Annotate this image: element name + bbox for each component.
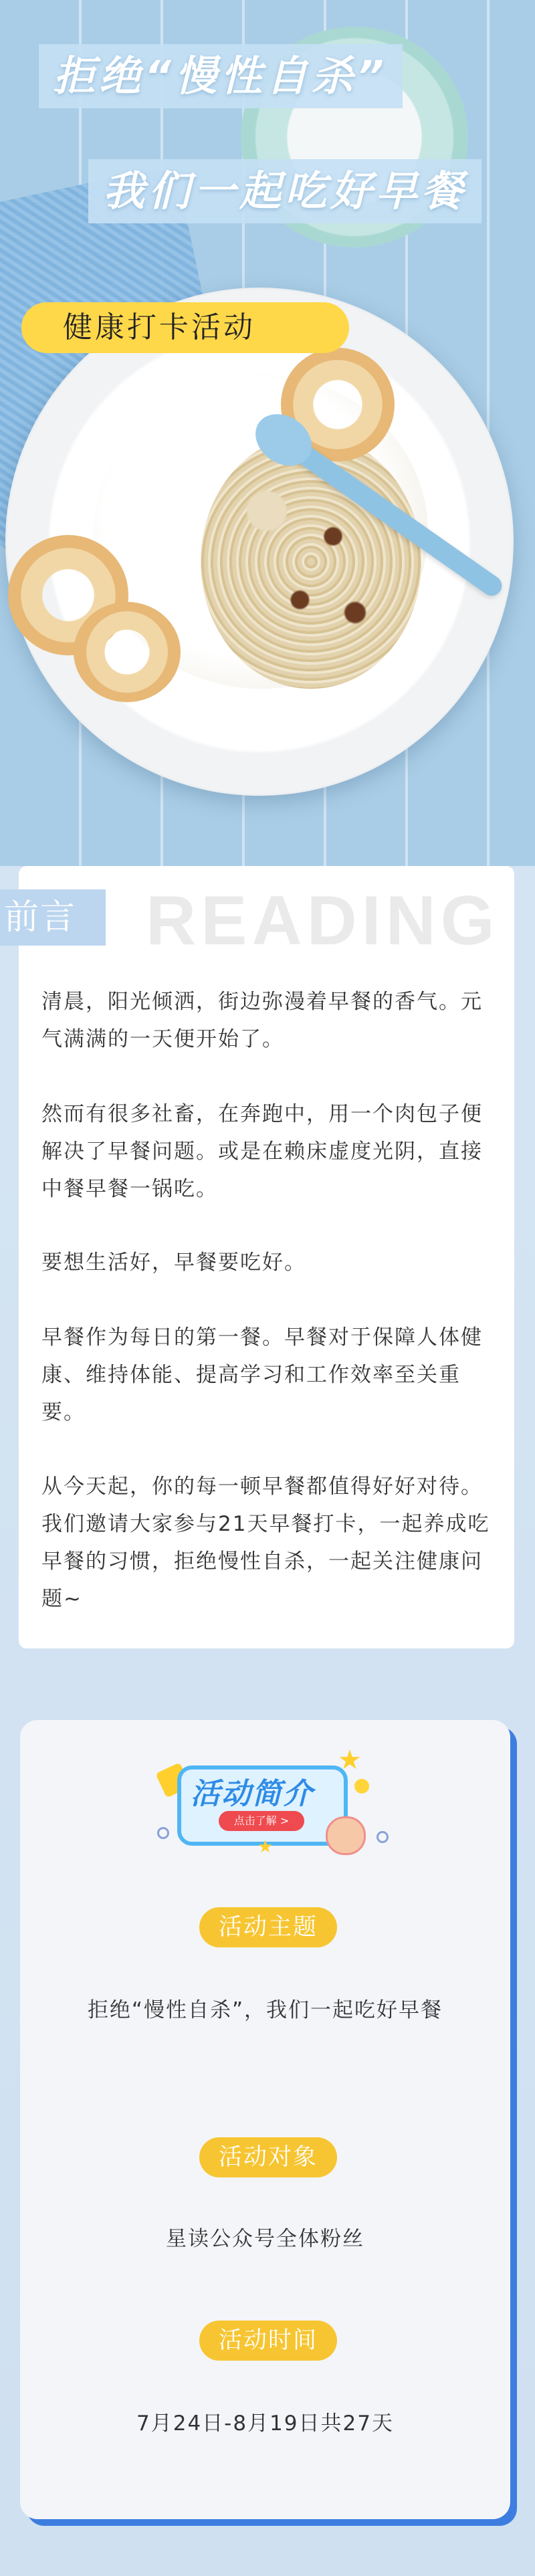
activity-time-tag [199,2321,337,2361]
star-icon: ★ [257,1837,274,1857]
activity-theme-label: 活动主题 [218,1914,318,1941]
preface-paragraph: 清晨，阳光倾洒，街边弥漫着早餐的香气。元气满满的一天便开始了。 [41,990,483,1051]
activity-time-label: 活动时间 [218,2327,318,2354]
activity-audience-value: 星读公众号全体粉丝 [166,2227,364,2251]
hero-title-line1: 拒绝“慢性自杀” [54,51,388,100]
learn-more-label: 点击了解 > [233,1814,290,1827]
preface-paragraph: 然而有很多社畜，在奔跑中，用一个肉包子便解决了早餐问题。或是在赖床虚度光阴，直接中餐早餐一锅吃。 [41,1102,483,1201]
pointing-hand-icon [326,1816,366,1855]
hero-banner [0,0,535,866]
oats-image [201,435,421,689]
activity-audience-tag [199,2137,337,2177]
checkin-badge [21,302,349,353]
checkin-badge-label: 健康打卡活动 [63,310,255,344]
circle-decoration-icon [157,1827,169,1839]
activity-intro-title: 活动简介 [191,1777,314,1811]
dot-decoration-icon [354,1779,369,1794]
hero-title-line1-box [39,44,403,108]
activity-theme-tag [199,1907,337,1947]
apple-chip-image [74,602,181,702]
reading-watermark: READING [146,882,500,960]
preface-paragraph: 早餐作为每日的第一餐。早餐对于保障人体健康、维持体能、提高学习和工作效率至关重要。 [41,1325,483,1424]
preface-paragraph: 从今天起，你的每一顿早餐都值得好好对待。我们邀请大家参与21天早餐打卡，一起养成吃早餐的习惯，拒绝慢性自杀，一起关注健康问题~ [41,1475,490,1611]
preface-paragraph: 要想生活好，早餐要吃好。 [41,1251,306,1275]
hero-title-line2: 我们一起吃好早餐 [103,167,467,215]
activity-audience-label: 活动对象 [218,2144,318,2171]
circle-decoration-icon [377,1831,389,1843]
hero-title-line2-box [88,159,481,223]
star-icon: ★ [338,1745,362,1776]
learn-more-button[interactable] [219,1811,304,1831]
preface-label-text: 前言 [4,897,77,938]
activity-theme-value: 拒绝“慢性自杀”，我们一起吃好早餐 [87,1998,443,2022]
activity-intro-badge[interactable] [177,1745,391,1857]
preface-label [0,889,106,946]
activity-time-value: 7月24日-8月19日共27天 [136,2411,394,2436]
